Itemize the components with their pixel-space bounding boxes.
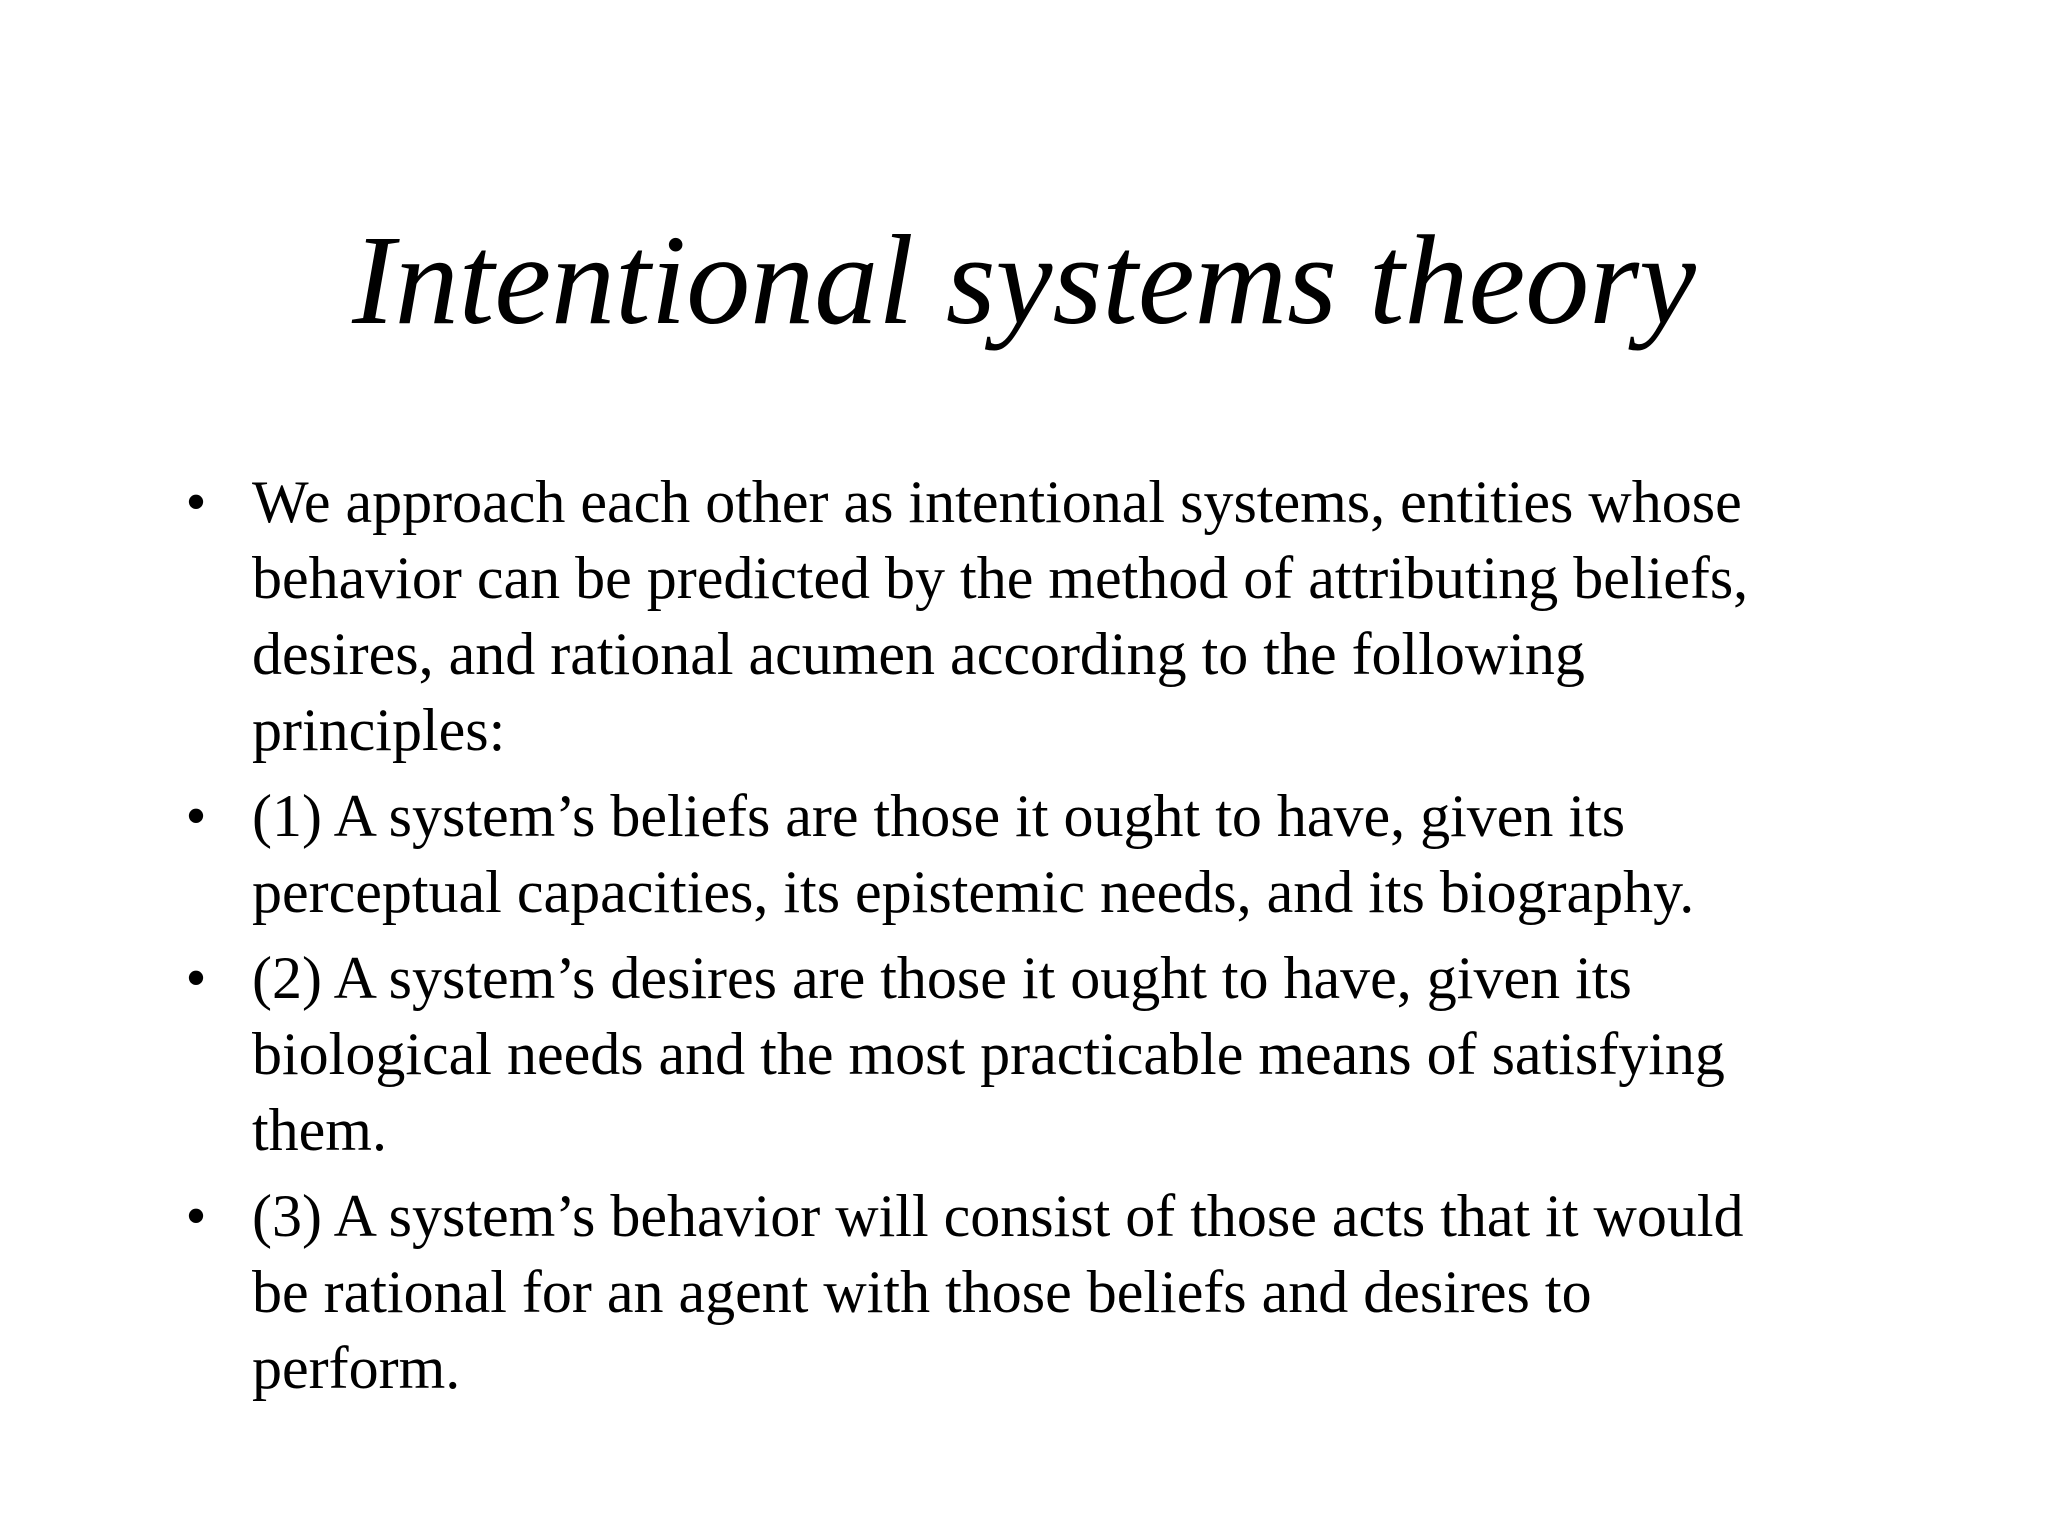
bullet-line: them.	[252, 1097, 387, 1163]
slide-title: Intentional systems theory	[352, 209, 1696, 351]
bullet-line: perform.	[252, 1335, 461, 1401]
bullet-item	[0, 1178, 2048, 1406]
bullet-line: We approach each other as intentional systems, entities whose	[252, 469, 1742, 535]
bullet-line: principles:	[252, 697, 506, 763]
bullet-line: perceptual capacities, its epistemic needs, and its biography.	[252, 859, 1695, 925]
bullet-line: behavior can be predicted by the method of attributing beliefs,	[252, 545, 1749, 611]
bullet-line: (3) A system’s behavior will consist of those acts that it would	[252, 1183, 1744, 1249]
bullet-line: (1) A system’s beliefs are those it ought to have, given its	[252, 783, 1626, 849]
bullet-marker: •	[185, 1183, 207, 1249]
bullet-marker: •	[185, 469, 207, 535]
bullet-list	[0, 464, 2048, 1416]
bullet-item	[0, 464, 2048, 768]
bullet-marker: •	[185, 783, 207, 849]
bullet-item	[0, 940, 2048, 1168]
bullet-line: biological needs and the most practicable means of satisfying	[252, 1021, 1725, 1087]
bullet-line: be rational for an agent with those beliefs and desires to	[252, 1259, 1592, 1325]
bullet-marker: •	[185, 945, 207, 1011]
bullet-line: desires, and rational acumen according to the following	[252, 621, 1585, 687]
bullet-line: (2) A system’s desires are those it ought to have, given its	[252, 945, 1632, 1011]
bullet-item	[0, 778, 2048, 930]
